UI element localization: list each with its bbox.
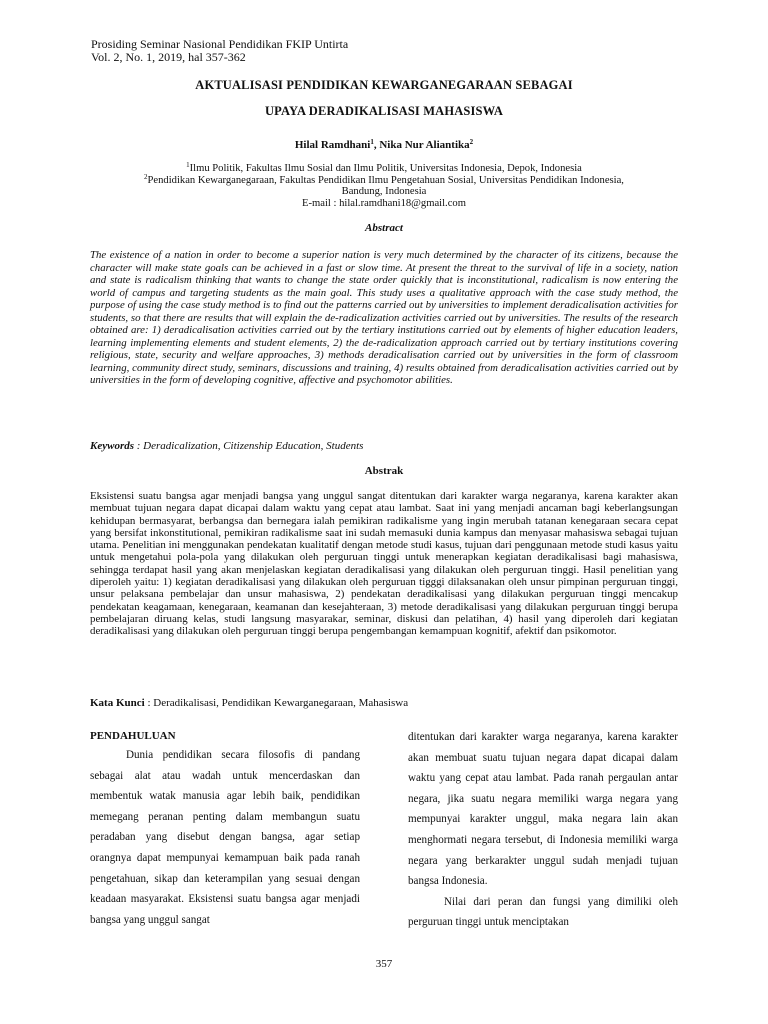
- author-email: E-mail : hilal.ramdhani18@gmail.com: [302, 197, 466, 209]
- abstract-english: The existence of a nation in order to become a superior nation is very much determined by the character of its citizens, because the character will make state goals can be achieved in a fast or slow time. At present the threat to the survival of life in a society, nation and state is radicalism thinking that wants to change the state order quickly that is inconstitutional, radicalism is now entering the world of campus and targeting students as the main goal. This study uses a qualitative approach with the case study method, the purpose of using the case study method is to find out the patterns carried out by universities to implement deradicalisation activities for students, so that there are results that will explain the de-radicalization activities carried out by universities. The results of the research obtained are: 1) deradicalisation activities carried out by the tertiary institutions carried out by elements of higher education leaders, learning implementing elements and student elements, 2) the de-radicalization approach carried out by tertiary institutions covering religious, state, security and welfare approaches, 3) methods deradicalisation carried out by universities in the form of classroom learning, community direct study, seminars, discussions and training, 4) results obtained from deradicalisation activities carried out by universities in the form of developing cognitive, affective and psychomotor abilities.: [90, 249, 678, 386]
- journal-header: [91, 38, 348, 64]
- abstrak-heading: Abstrak: [364, 465, 404, 477]
- author-affiliation-mark: 1: [370, 138, 374, 146]
- section-heading: PENDAHULUAN: [90, 730, 176, 742]
- author-list: [0, 139, 768, 151]
- body-paragraph: Nilai dari peran dan fungsi yang dimiliki oleh perguruan tinggi untuk menciptakan: [408, 895, 678, 929]
- keywords-values: : Deradicalization, Citizenship Education, Students: [134, 440, 364, 452]
- keywords-indonesian: [90, 697, 408, 709]
- body-column-left: [90, 727, 360, 930]
- kata-kunci-label: Kata Kunci: [90, 697, 145, 709]
- kata-kunci-values: : Deradikalisasi, Pendidikan Kewarganegaraan, Mahasiswa: [144, 697, 409, 709]
- author-separator: ,: [373, 139, 380, 151]
- journal-volume: Vol. 2, No. 1, 2019, hal 357-362: [91, 50, 246, 64]
- body-paragraph: ditentukan dari karakter warga negaranya, karena karakter akan membuat suatu tujuan negara dapat dicapai dalam waktu yang cepat atau lambat. Pada ranah pergaulan antar negara, jika suatu negara memiliki warga negara yang mempunyai karakter unggul, maka negara lain akan menghormati negara tersebut, di Indonesia memiliki warga negara yang berkarakter unggul sudah menjadi tujuan bangsa Indonesia.: [408, 731, 678, 888]
- affiliation-2: $^2$Pendidikan Kewarganegaraan, Fakultas Pendidikan Ilmu Pengetahuan Sosial, Universitas Pendidikan Indonesia,: [144, 172, 624, 186]
- affiliation-2-city: Bandung, Indonesia: [341, 186, 427, 198]
- body-paragraph: Dunia pendidikan secara filosofis di pandang sebagai alat atau wadah untuk mencerdaskan dan membentuk watak manusia agar lebih baik, pendidikan memegang peranan penting dalam membangun suatu peradaban yang disebut dengan bangsa, agar setiap orangnya dapat mempunyai kemampuan baik pada ranah pengetahuan, sikap dan keterampilan yang sesuai dengan keadaan masyarakat. Eksistensi suatu bangsa agar menjadi bangsa yang unggul sangat: [90, 749, 360, 926]
- affiliations: [80, 163, 688, 209]
- keywords-label: Keywords: [90, 440, 134, 452]
- author-affiliation-mark: 2: [469, 138, 474, 146]
- paper-title-line-2: UPAYA DERADIKALISASI MAHASISWA: [264, 104, 504, 118]
- journal-name: Prosiding Seminar Nasional Pendidikan FKIP Untirta: [91, 37, 349, 51]
- keywords-english: [90, 440, 363, 452]
- author-name: Hilal Ramdhani: [294, 139, 371, 151]
- body-column-right: [408, 727, 678, 933]
- paper-title-line-1: AKTUALISASI PENDIDIKAN KEWARGANEGARAAN SEBAGAI: [195, 78, 573, 92]
- page-number: 357: [375, 958, 393, 970]
- author-name: Nika Nur Aliantika: [379, 139, 470, 151]
- abstract-indonesian: Eksistensi suatu bangsa agar menjadi bangsa yang unggul sangat ditentukan dari karakter warga negaranya, karena karakter akan membuat tujuan negara dapat dicapai dalam waktu yang cepat atau lambat. Saat ini yang menjadi ancaman bagi keberlangsungan kehidupan bermasyarat, berbangsa dan bernegara ialah pemikiran radikalisme yang ingin merubah tatanan kenegaraan secara cepat yang bersifat inkonstitutional, pemikiran radikalisme saat ini sudah memasuki dunia kampus dan menyasar mahasiswa sebagai tujuan utama. Penelitian ini menggunakan pendekatan kualitatif dengan metode studi kasus, tujuan dari penggunaan metode studi kasus yaitu untuk mengetahui pola-pola yang dilakukan oleh perguruan tinggi untuk menerapkan kegiatan deradikalisasi bagi mahasiswa, sehingga terdapat hasil yang akan menjelaskan kegiatan deradikalisasi yang dilakukan oleh perguruan tinggi. Hasil penelitian yang diperoleh yaitu: 1) kegiatan deradikalisasi yang dilakukan oleh perguruan tigggi dilaksanakan oleh unsur pimpinan perguruan tinggi, unsur pelaksana pembelajar dan unsur mahasiswa, 2) pendekatan deradikalisasi yang dilakukan perguruan tinggi mencakup pendekatan keagamaan, kenegaraan, keamanan dan kesejahteraan, 3) metode deradikalisasi yang dilakukan perguruan tinggi berupa pembelajaran diruang kelas, studi langsung masyarakar, seminar, diskusi dan pelatihan, 4) hasil yang diperoleh dari kegiatan deradikalisasi yang dilakukan oleh perguruan tinggi berupa pengembangan kemampuan kognitif, afektif dan psikomotor.: [90, 490, 678, 638]
- abstract-heading: Abstract: [365, 222, 403, 234]
- affiliation-1: $^1$Ilmu Politik, Fakultas Ilmu Sosial dan Ilmu Politik, Universitas Indonesia, Depok, Indonesia: [186, 161, 582, 174]
